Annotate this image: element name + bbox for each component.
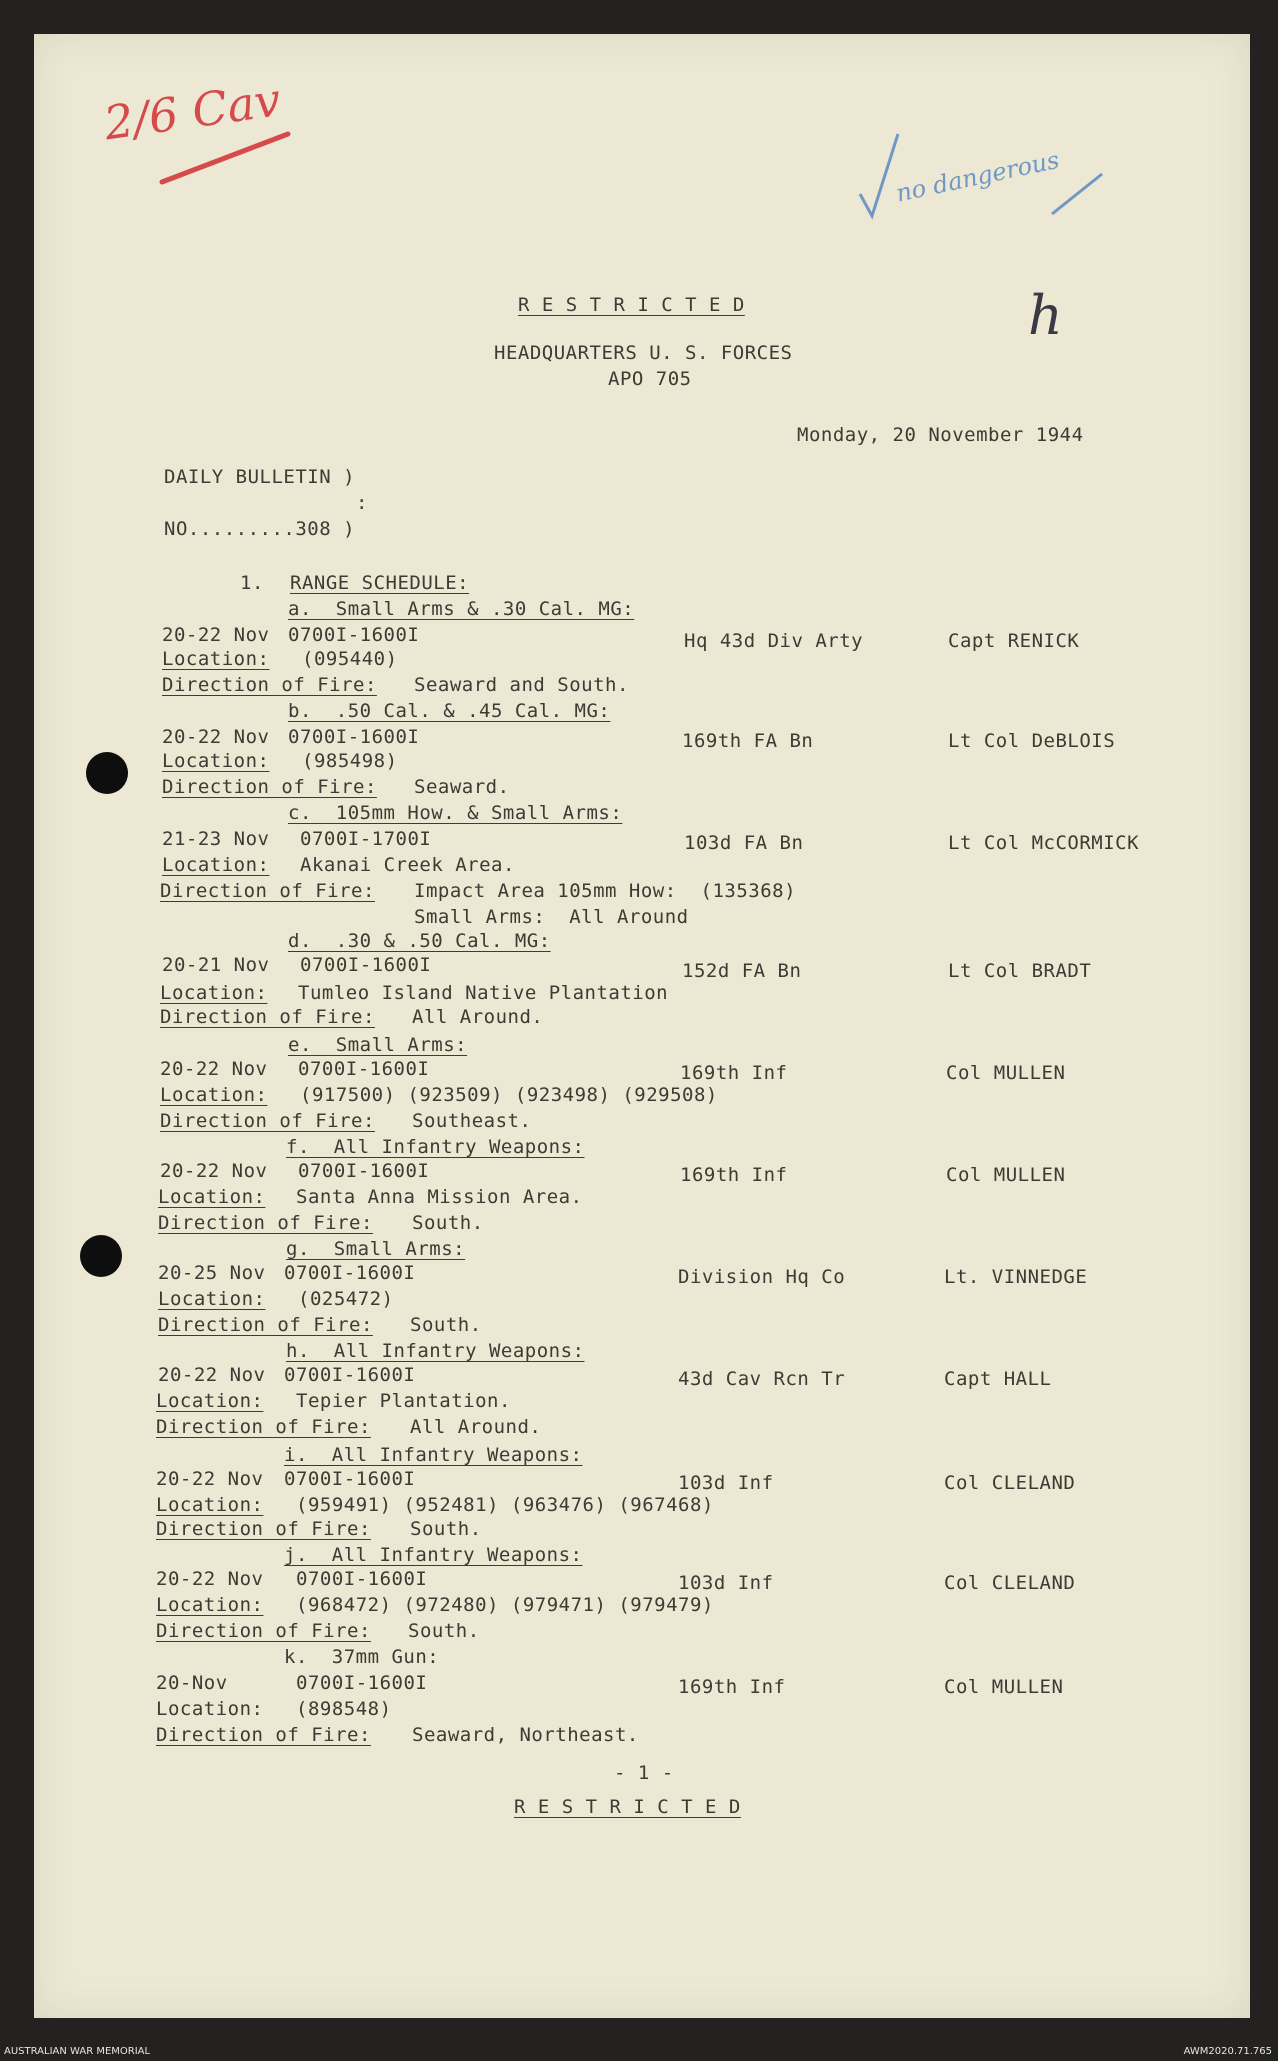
entry-a-direction-value: Seaward and South. [414,674,629,696]
entry-k-officer: Col MULLEN [944,1676,1064,1698]
entry-g-officer: Lt. VINNEDGE [944,1266,1088,1288]
entry-e-location-label: Location: [160,1084,268,1106]
entry-h-direction-label: Direction of Fire: [156,1416,371,1438]
entry-j-dates: 20-22 Nov [156,1568,264,1590]
entry-e-dates: 20-22 Nov [160,1058,268,1080]
archive-credit-left: AUSTRALIAN WAR MEMORIAL [4,2046,151,2057]
entry-b-location-label: Location: [162,750,270,772]
entry-c-time: 0700I-1700I [300,828,432,850]
annotation-text: no dangerous [893,145,1062,208]
entry-a-subheading: a. Small Arms & .30 Cal. MG: [288,598,635,620]
entry-g-unit: Division Hq Co [678,1266,846,1288]
handwritten-annotation-top-right [852,124,1122,234]
entry-c-location-label: Location: [162,854,270,876]
entry-d-direction-value: All Around. [412,1006,544,1028]
entry-j-subheading: j. All Infantry Weapons: [284,1544,583,1566]
page-number: - 1 - [614,1762,674,1784]
entry-g-location-label: Location: [158,1288,266,1310]
entry-i-dates: 20-22 Nov [156,1468,264,1490]
bulletin-colon: : [356,492,368,514]
entry-b-unit: 169th FA Bn [682,730,814,752]
entry-c-direction-extra: Small Arms: All Around [414,906,689,928]
entry-h-unit: 43d Cav Rcn Tr [678,1368,846,1390]
entry-k-direction-label: Direction of Fire: [156,1724,371,1746]
entry-f-unit: 169th Inf [680,1164,788,1186]
entry-a-time: 0700I-1600I [288,624,420,646]
entry-h-subheading: h. All Infantry Weapons: [286,1340,585,1362]
entry-h-location-value: Tepier Plantation. [296,1390,511,1412]
entry-c-dates: 21-23 Nov [162,828,270,850]
bulletin-date: Monday, 20 November 1944 [797,424,1084,446]
annotation-text: 2/6 Cav [100,72,284,151]
entry-e-officer: Col MULLEN [946,1062,1066,1084]
apo-line: APO 705 [608,368,692,390]
entry-c-officer: Lt Col McCORMICK [948,832,1140,854]
entry-k-unit: 169th Inf [678,1676,786,1698]
entry-k-direction-value: Seaward, Northeast. [412,1724,639,1746]
entry-f-location-value: Santa Anna Mission Area. [296,1186,583,1208]
entry-a-direction-label: Direction of Fire: [162,674,377,696]
entry-b-time: 0700I-1600I [288,726,420,748]
entry-j-time: 0700I-1600I [296,1568,428,1590]
entry-d-location-value: Tumleo Island Native Plantation [298,982,669,1004]
entry-f-dates: 20-22 Nov [160,1160,268,1182]
svg-text:h: h [1028,284,1063,347]
entry-k-time: 0700I-1600I [296,1672,428,1694]
entry-d-direction-label: Direction of Fire: [160,1006,375,1028]
entry-j-officer: Col CLELAND [944,1572,1076,1594]
entry-g-dates: 20-25 Nov [158,1262,266,1284]
entry-d-time: 0700I-1600I [300,954,432,976]
entry-g-direction-label: Direction of Fire: [158,1314,373,1336]
entry-a-unit: Hq 43d Div Arty [684,630,864,652]
entry-h-officer: Capt HALL [944,1368,1052,1390]
entry-f-officer: Col MULLEN [946,1164,1066,1186]
entry-b-dates: 20-22 Nov [162,726,270,748]
entry-j-location-value: (968472) (972480) (979471) (979479) [296,1594,714,1616]
entry-f-time: 0700I-1600I [298,1160,430,1182]
entry-i-direction-label: Direction of Fire: [156,1518,371,1540]
entry-e-unit: 169th Inf [680,1062,788,1084]
entry-d-officer: Lt Col BRADT [948,960,1092,982]
entry-i-subheading: i. All Infantry Weapons: [284,1444,583,1466]
bulletin-title: DAILY BULLETIN ) [164,466,356,488]
entry-d-location-label: Location: [160,982,268,1004]
restricted-header: R E S T R I C T E D [518,294,745,316]
headquarters-line: HEADQUARTERS U. S. FORCES [494,342,793,364]
entry-b-officer: Lt Col DeBLOIS [948,730,1116,752]
entry-j-unit: 103d Inf [678,1572,774,1594]
entry-h-location-label: Location: [156,1390,264,1412]
entry-k-location-label: Location: [156,1698,264,1720]
entry-b-direction-value: Seaward. [414,776,510,798]
entry-d-unit: 152d FA Bn [682,960,802,982]
annotation-underline [162,134,288,182]
entry-e-direction-label: Direction of Fire: [160,1110,375,1132]
entry-a-location-value: (095440) [302,648,398,670]
bulletin-number: NO.........308 ) [164,518,356,540]
entry-c-location-value: Akanai Creek Area. [300,854,515,876]
section-title: RANGE SCHEDULE: [290,572,470,594]
entry-k-subheading: k. 37mm Gun: [284,1646,440,1668]
entry-i-time: 0700I-1600I [284,1468,416,1490]
archive-accession-number: AWM2020.71.765 [1183,2046,1272,2057]
entry-a-officer: Capt RENICK [948,630,1080,652]
entry-i-officer: Col CLELAND [944,1472,1076,1494]
entry-g-direction-value: South. [410,1314,482,1336]
entry-h-time: 0700I-1600I [284,1364,416,1386]
entry-g-time: 0700I-1600I [284,1262,416,1284]
entry-f-subheading: f. All Infantry Weapons: [286,1136,585,1158]
entry-d-dates: 20-21 Nov [162,954,270,976]
entry-e-subheading: e. Small Arms: [288,1034,468,1056]
entry-f-location-label: Location: [158,1186,266,1208]
handwritten-annotation-top-left [100,70,320,210]
punch-hole [86,752,128,794]
entry-h-dates: 20-22 Nov [158,1364,266,1386]
entry-j-location-label: Location: [156,1594,264,1616]
entry-a-dates: 20-22 Nov [162,624,270,646]
entry-d-subheading: d. .30 & .50 Cal. MG: [288,930,551,952]
entry-e-location-value: (917500) (923509) (923498) (929508) [300,1084,718,1106]
entry-e-direction-value: Southeast. [412,1110,532,1132]
entry-e-time: 0700I-1600I [298,1058,430,1080]
entry-i-location-value: (959491) (952481) (963476) (967468) [296,1494,714,1516]
entry-g-subheading: g. Small Arms: [286,1238,466,1260]
entry-f-direction-label: Direction of Fire: [158,1212,373,1234]
entry-c-subheading: c. 105mm How. & Small Arms: [288,802,623,824]
entry-h-direction-value: All Around. [410,1416,542,1438]
entry-c-unit: 103d FA Bn [684,832,804,854]
entry-i-location-label: Location: [156,1494,264,1516]
section-number: 1. [240,572,264,594]
handwritten-initials [1020,268,1080,358]
entry-f-direction-value: South. [412,1212,484,1234]
entry-i-direction-value: South. [410,1518,482,1540]
punch-hole [80,1235,122,1277]
entry-k-location-value: (898548) [296,1698,392,1720]
entry-a-location-label: Location: [162,648,270,670]
entry-b-subheading: b. .50 Cal. & .45 Cal. MG: [288,700,611,722]
entry-c-direction-label: Direction of Fire: [160,880,375,902]
entry-b-location-value: (985498) [302,750,398,772]
entry-j-direction-label: Direction of Fire: [156,1620,371,1642]
entry-c-direction-value: Impact Area 105mm How: (135368) [414,880,797,902]
entry-i-unit: 103d Inf [678,1472,774,1494]
entry-b-direction-label: Direction of Fire: [162,776,377,798]
entry-j-direction-value: South. [408,1620,480,1642]
entry-k-dates: 20-Nov [156,1672,228,1694]
restricted-footer: R E S T R I C T E D [514,1796,741,1818]
entry-g-location-value: (025472) [298,1288,394,1310]
